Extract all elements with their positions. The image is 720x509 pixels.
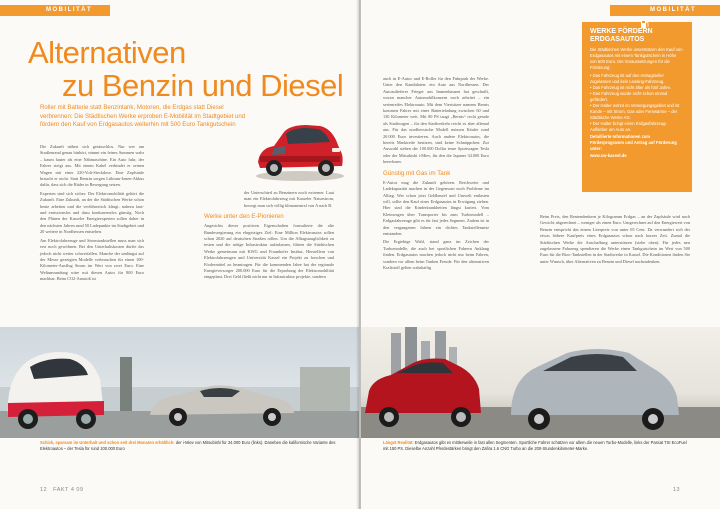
section-tab-right: MOBILITÄT xyxy=(610,5,720,16)
sidebar-title-line-2: ERDGASAUTOS xyxy=(590,36,645,43)
text-column-2 xyxy=(204,190,334,283)
article-lead: Roller mit Batterie statt Benzintank, Motoren, die Erdgas statt Diesel verbrennen: Die Städtischen Werke erproben E-Mobilität im Stadtgebiet und fördern den Kauf von Erdgasautos weiterhin mit 500 Euro Tankgutschein xyxy=(40,104,246,129)
sidebar-footer: Detaillierte Informationen zum Förderprogramm und Antrag auf Förderung unter: xyxy=(590,134,677,151)
headline-line-1: Alternativen xyxy=(28,35,186,70)
paragraph: auch in E-Autos und E-Roller für den Fuhrpark der Werke. Unter den Kandidaten: ein Auto aus Nordhessen. Der Autozulieferer Frieger aus Immenhausen hat geschafft, woran mancher Automobilkonzern noch arbeitet – ein serienreifes Elektroauto. Mit dem Vierisitzer namens Bernis kommen Fahrer mit einer Batterieladung zwischen 60 und 130 Kilometer weit. Mit 80 PS taugt „Bernis“ recht gerade als Stadtwagen – für den Stadtverkehr reicht es aber allemal aus. Für das nordhessische Modell müssen Käufer rund 20.000 Euro investieren. Auch andere Elektroautos, die bereits Marktreife besitzen, sind keine Schnäppchen: Zur Auswahl stehen der 100.000 Dollar teure Sportwagen Tesla oder der Mitsubishi i-Miev, für den die Japaner 34.000 Euro berechnen. xyxy=(383,76,489,165)
sidebar-title xyxy=(590,28,684,44)
subhead-e-pioneers: Werke unter den E-Pionieren xyxy=(204,213,284,221)
headline xyxy=(28,36,348,102)
gas-cars-photo xyxy=(361,327,720,438)
caption-right-lead: Längst Realität: xyxy=(383,440,414,445)
red-car-photo xyxy=(250,110,348,184)
sidebar-list-item: • Das Fahrzeug wurde nicht schon einmal gefördert. xyxy=(590,91,668,102)
caption-left xyxy=(40,440,340,452)
caption-left-lead: Schick, sparsam im Unterhalt und schon seit drei Monaten erhältlich: xyxy=(40,440,175,445)
caption-right-text: Erdgasautos gibt es mittlerweile in fast allen Segmenten. Sportliche Fahrer schätzen vor allem die neuen Turbo-Modelle, links der Passat TSI EcoFuel mit 150 PS. Dieselbe Anzahl Pferdestärken bringt den Zafira 1.6 CNG Turbo an die 200-Stundenkilometer-Marke. xyxy=(383,440,687,451)
text-column-4 xyxy=(540,214,690,267)
sidebar-url-link[interactable]: www.sw-kassel.de xyxy=(590,153,627,158)
paragraph: Experten sind sich sicher: Der Elektromobilität gehört die Zukunft. Eine Zukunft, an der die Städtischen Werke schon heute arbeiten und die verführerisch klingt: nahezu laut- und emissionslos und dazu konkurrenzlos günstig. Noch den Plänen der Kasseler Energieexperten sollen daher in den nächsten Jahren rund 50 Ladepunkte im Stadtgebiet und 20 weitere in Nordhessen entstehen. xyxy=(40,190,144,235)
paragraph: Beim Preis, den Rentendenkern je Kilogramm Erdgas – an der Zapfsäule wird nach Gewicht abgerechnet – weniger als einen Euro. Umgerechnet auf den Energiewert von Benzin entspricht das einem Literpreis von unter 65 Cent. Da verwundert sich der etwas höhere Kaufpreis eines Erdgasautos schon nach kurzer Zeit. Zumal die Städtischen Werke die Anschaffung unterstützen (siehe oben). Für jedes neu zugelassene Fahrzeug spendieren die Werke einen Tankgutschein im Wert von 500 Euro für die Bioo-Tankstellen in der Stadtwerke in Kassel. Die Konditionen finden Sie unter Wunsch, über Alternativen zu Benzin und Diesel nachzudenken. xyxy=(540,214,690,264)
paragraph: der Unterschied zu Benzinern noch extremer. Laut man ein Elektrofahrzeug mit Kasseler Naturstrom, bewegt man sich völlig klimaneutral von A nach B. xyxy=(244,190,334,208)
sidebar-list-item: • Der Halter wohnt im Versorgungsgebiet und ist Kunde – mit Strom, Gas oder Fernwärme – der Städtische Werke AG. xyxy=(590,103,680,120)
caption-left-text: der i-Miev von Mitsubishi für 34.000 Euro (links). Daneben die kalifornische Variante des Elektroautos – der Tesla für rund 100.000 Euro xyxy=(40,440,336,451)
sidebar-list xyxy=(590,73,684,133)
sidebar-title-line-1: WERKE FÖRDERN xyxy=(590,28,653,35)
paragraph: Angesichts dieser positiven Eigenschaften formulierte die alte Bundesregierung ein ehrgeiziges Ziel: Eine Million Elektroautos sollen schon 2020 auf deutschen Straßen rollen. Um die Alltagstauglichkeit zu testen und die nötige Infrastruktur aufzubauen, führen die Städtischen Werke gemeinsam mit KWG und Fraunhofer Institut, Herstellern von Elektrofahrzeugen und Universität Kassel ein Projekt zu forschen und Fördermittel zu beantragen. Für die kommenden Jahre hat der regionale Energieversorger 200.000 Euro für die Erprobung der Elektromobilität eingeplant. Drei Geld fließt nicht nur in Infrastruktur projekte, sondern xyxy=(204,223,334,280)
text-column-1 xyxy=(40,144,144,285)
page-number-right: 13 xyxy=(673,487,681,493)
fuel-pump-icon xyxy=(639,19,649,29)
sidebar-list-item: • Der Halter bringt einen Erdgasfahrzeug-Aufkleber am Auto an. xyxy=(590,121,667,132)
left-page xyxy=(0,0,359,509)
page-number-left: 12 xyxy=(40,487,48,493)
paragraph: E-Autos mag die Zukunft gehören. Reichweite und Ladekapazität machen in der Gegenwart noch Probleme im Alltag. Wer schon jetzt Geldbeutel und Umwelt entlasten will, sollte den Kauf eines Erdgasautos in Erwägung ziehen. Hier sind die Kinderkrankheiten längst kuriert. Vom Kleinwagen über Transporter bis zum Turbomodell – Erdgasfahrzeuge gibt es für fast jedes Segment. Zudem ist in den vergangenen Jahren ein dichtes Tankstellennetz entstanden. xyxy=(383,179,489,236)
electric-cars-photo xyxy=(0,327,359,438)
folio-left xyxy=(40,487,84,493)
caption-right xyxy=(383,440,693,452)
text-column-3 xyxy=(383,76,489,273)
sidebar-list-item: • Das Fahrzeug ist auf den Antragsteller zugelassen und kein Leasing-Fahrzeug. xyxy=(590,73,665,84)
paragraph: Die Zukunft nähert sich geräuschlos. Nur wer am Straßenrand genau hinhört, nimmt ein feines Summen wahr – kaum lauter als eine Nähmaschine. Ein Auto fuhr, der Fahrer steigt aus. Mit einem Kabel verbindet er seinen Wagen mit einer 220-Volt-Steckdose. Eine Zapfsäule braucht er nicht. Statt Benzin sorgen Lithium-Ionen-Akkus dafür, dass sich die Räder in Bewegung setzen. xyxy=(40,144,144,188)
gas-cars-illustration xyxy=(361,327,720,438)
paragraph: Am Elektrofahrzeuge und Stromtankstellen muss man sich erst noch gewöhnen. Bei den Unterhaltskosten dürfte das jedoch nicht weiter schwerfallen. Manche der umlängst auf der Messe gezeigten Modelle verbrauchen für einen 100-Kilometer-Ausflug Strom im Wert von zwei Euro. Eine Weltumrundung wäre mit diesen Autos für 800 Euro machbar. Beim CO2-Ausstoß ist xyxy=(40,237,144,282)
headline-line-2: zu Benzin und Diesel xyxy=(62,68,344,103)
subhead-gas: Günstig mit Gas im Tank xyxy=(383,169,451,177)
right-page xyxy=(361,0,720,509)
sidebar-box xyxy=(582,22,692,192)
sidebar-list-item: • Das Fahrzeug ist nicht älter als fünf Jahre. xyxy=(590,85,672,90)
electric-cars-illustration xyxy=(0,327,359,438)
magazine-issue: FAKT 4 09 xyxy=(53,487,84,493)
section-tab-left: MOBILITÄT xyxy=(0,5,110,16)
sidebar-intro: Die Städtischen Werke unterstützen den Kauf von Erdgasautos mit einem Tankgutschein in Höhe von 500 Euro. Die Voraussetzungen für die Förderung: xyxy=(590,47,683,70)
paragraph: Die Ergiebige Wahl, stand ganz im Zeichen der Turbomodelle, die auch bei sportlichen Fahrern Anklang finden. Erdgasautos machen jedoch nicht nur beim Fahren, sondern vor allem beim Tanken Freude. Für den alternativen Kraftstoff gelten wahrhaftig xyxy=(383,239,489,270)
